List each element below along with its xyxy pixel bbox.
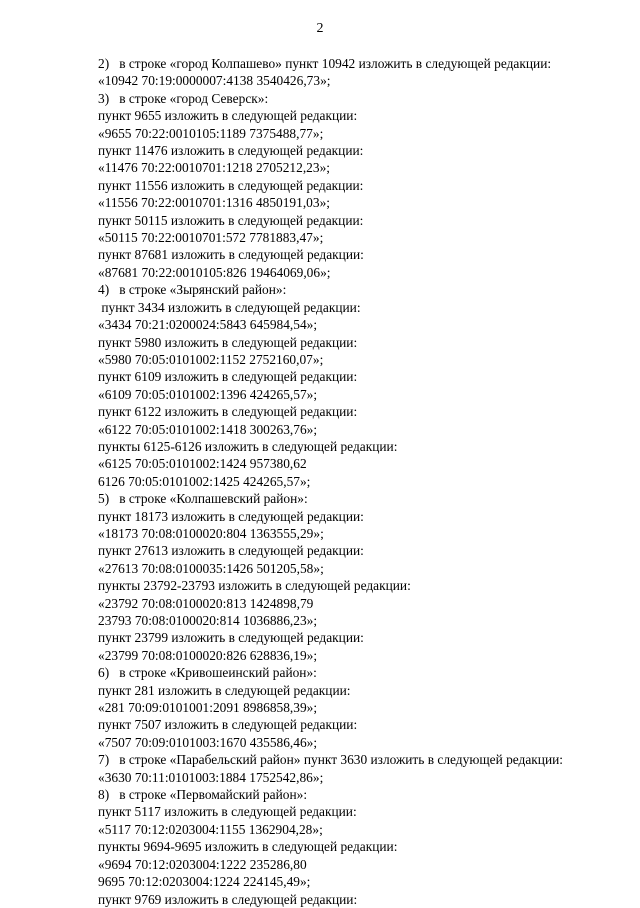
text-line: пункт 5117 изложить в следующей редакции: [98, 804, 357, 820]
text-line: «9694 70:12:0203004:1222 235286,80 [98, 856, 307, 872]
text-line: «6125 70:05:0101002:1424 957380,62 [98, 456, 307, 472]
text-line: «3434 70:21:0200024:5843 645984,54»; [98, 317, 318, 333]
text-line: «7507 70:09:0101003:1670 435586,46»; [98, 734, 318, 750]
text-line: «9655 70:22:0010105:1189 7375488,77»; [98, 125, 324, 141]
text-line: 3) в строке «город Северск»: [98, 90, 269, 106]
text-line: «11556 70:22:0010701:1316 4850191,03»; [98, 195, 330, 211]
text-line: 2) в строке «город Колпашево» пункт 10942 изложить в следующей редакции: [98, 56, 552, 71]
text-line: «5980 70:05:0101002:1152 2752160,07»; [98, 351, 324, 367]
text-line: пункт 23799 изложить в следующей редакции: [98, 630, 364, 646]
text-line: «6109 70:05:0101002:1396 424265,57»; [98, 386, 318, 402]
text-line: «10942 70:19:0000007:4138 3540426,73»; [98, 73, 331, 89]
text-line: пункт 9655 изложить в следующей редакции: [98, 108, 358, 124]
text-line: пункт 7507 изложить в следующей редакции: [98, 717, 358, 733]
text-line: пункт 9769 изложить в следующей редакции: [98, 891, 358, 907]
document-body [98, 55, 608, 908]
page-number: 2 [316, 21, 324, 36]
text-line: «5117 70:12:0203004:1155 1362904,28»; [98, 821, 323, 837]
text-line: пункт 11556 изложить в следующей редакции: [98, 177, 364, 193]
text-line: «11476 70:22:0010701:1218 2705212,23»; [98, 160, 330, 176]
text-line: «3630 70:11:0101003:1884 1752542,86»; [98, 769, 324, 785]
text-line: 9695 70:12:0203004:1224 224145,49»; [98, 874, 311, 890]
text-line: пункт 87681 изложить в следующей редакции: [98, 247, 364, 263]
text-line: 5) в строке «Колпашевский район»: [98, 491, 308, 507]
text-line: пункт 5980 изложить в следующей редакции: [98, 334, 358, 350]
text-line: 6126 70:05:0101002:1425 424265,57»; [98, 473, 311, 489]
text-line: «6122 70:05:0101002:1418 300263,76»; [98, 421, 318, 437]
text-line: пункты 9694-9695 изложить в следующей редакции: [98, 839, 398, 855]
text-line: 4) в строке «Зырянский район»: [98, 282, 287, 298]
text-line: пункты 6125-6126 изложить в следующей редакции: [98, 438, 398, 454]
text-line: «18173 70:08:0100020:804 1363555,29»; [98, 525, 324, 541]
text-line: 6) в строке «Кривошеинский район»: [98, 665, 317, 681]
text-line: 8) в строке «Первомайский район»: [98, 787, 308, 803]
text-line: «23799 70:08:0100020:826 628836,19»; [98, 647, 318, 663]
text-line: «23792 70:08:0100020:813 1424898,79 [98, 595, 314, 611]
text-line: «50115 70:22:0010701:572 7781883,47»; [98, 230, 324, 246]
text-line: пункт 18173 изложить в следующей редакции: [98, 508, 364, 524]
text-line: пункт 281 изложить в следующей редакции: [98, 682, 351, 698]
text-line: пункты 23792-23793 изложить в следующей редакции: [98, 578, 411, 594]
text-line: «27613 70:08:0100035:1426 501205,58»; [98, 560, 324, 576]
text-line: «281 70:09:0101001:2091 8986858,39»; [98, 700, 318, 716]
text-line: «87681 70:22:0010105:826 19464069,06»; [98, 264, 331, 280]
text-line: пункт 50115 изложить в следующей редакции: [98, 212, 364, 228]
text-line: пункт 11476 изложить в следующей редакции: [98, 143, 364, 159]
text-line: пункт 6122 изложить в следующей редакции: [98, 404, 358, 420]
text-line: пункт 3434 изложить в следующей редакции: [98, 299, 361, 315]
text-line: пункт 27613 изложить в следующей редакции: [98, 543, 364, 559]
text-line: пункт 6109 изложить в следующей редакции: [98, 369, 358, 385]
text-line: 7) в строке «Парабельский район» пункт 3630 изложить в следующей редакции: [98, 752, 564, 768]
text-line: 23793 70:08:0100020:814 1036886,23»; [98, 613, 318, 628]
